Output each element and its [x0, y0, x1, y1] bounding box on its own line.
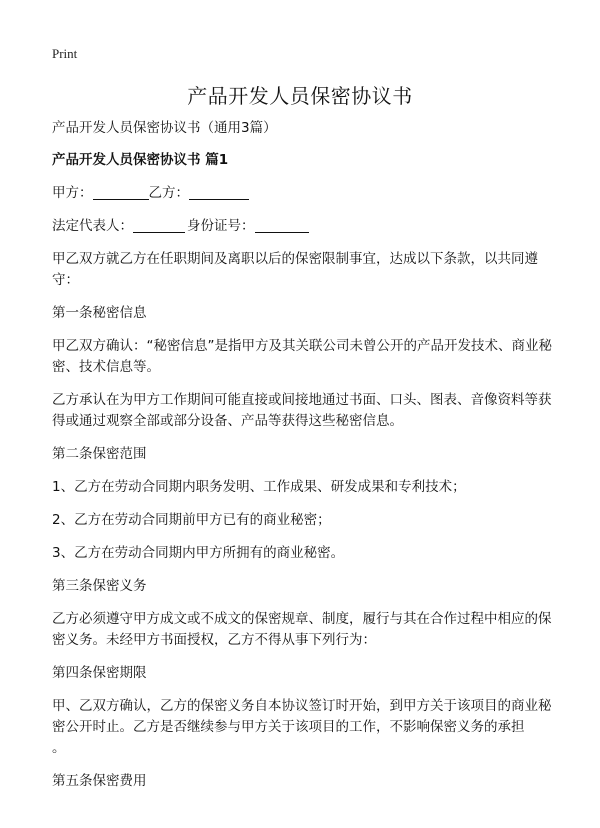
clause-heading: 第三条保密义务: [52, 578, 147, 594]
intro-paragraph: 甲乙双方就乙方在任职期间及离职以后的保密限制事宜，达成以下条款，以共同遵守：: [52, 251, 538, 288]
representative-fields-row: [52, 216, 552, 237]
clause-paragraph: 乙方必须遵守甲方成文或不成文的保密规章、制度，履行与其在合作过程中相应的保密义务。未经甲方书面授权，乙方不得从事下列行为：: [52, 611, 552, 648]
legal-rep-blank: [133, 218, 185, 233]
clause-heading: 第一条秘密信息: [52, 305, 147, 321]
print-link[interactable]: Print: [52, 46, 78, 61]
document-body: [52, 118, 552, 792]
party-a-blank: [93, 185, 149, 200]
clause-heading: 第四条保密期限: [52, 665, 147, 681]
id-number-label: 身份证号：: [187, 218, 255, 234]
trailing-mark: 。: [52, 740, 66, 756]
section-heading: 产品开发人员保密协议书 篇1: [52, 152, 229, 168]
party-b-blank: [189, 185, 249, 200]
list-item: 3、乙方在劳动合同期内甲方所拥有的商业秘密。: [52, 545, 345, 561]
id-number-blank: [255, 218, 309, 233]
legal-rep-label: 法定代表人：: [52, 218, 133, 234]
document-subtitle: 产品开发人员保密协议书（通用3篇）: [52, 120, 277, 136]
clause-heading: 第二条保密范围: [52, 446, 147, 462]
clause-paragraph: 乙方承认在为甲方工作期间可能直接或间接地通过书面、口头、图表、音像资料等获得或通过观察全部或部分设备、产品等获得这些秘密信息。: [52, 392, 552, 429]
clause-heading: 第五条保密费用: [52, 773, 147, 789]
list-item: 1、乙方在劳动合同期内职务发明、工作成果、研发成果和专利技术；: [52, 479, 466, 495]
party-fields-row: [52, 183, 552, 204]
party-a-label: 甲方：: [52, 185, 93, 201]
clause-text: 甲、乙双方确认，乙方的保密义务自本协议签订时开始，到甲方关于该项目的商业秘密公开时止。乙方是否继续参与甲方关于该项目的工作，不影响保密义务的承担: [52, 698, 552, 735]
party-b-label: 乙方：: [148, 185, 189, 201]
list-item: 2、乙方在劳动合同期前甲方已有的商业秘密；: [52, 512, 331, 528]
clause-paragraph: [52, 696, 552, 759]
clause-paragraph: 甲乙双方确认：“秘密信息”是指甲方及其关联公司未曾公开的产品开发技术、商业秘密、技术信息等。: [52, 338, 552, 375]
page-title: 产品开发人员保密协议书: [187, 84, 413, 108]
